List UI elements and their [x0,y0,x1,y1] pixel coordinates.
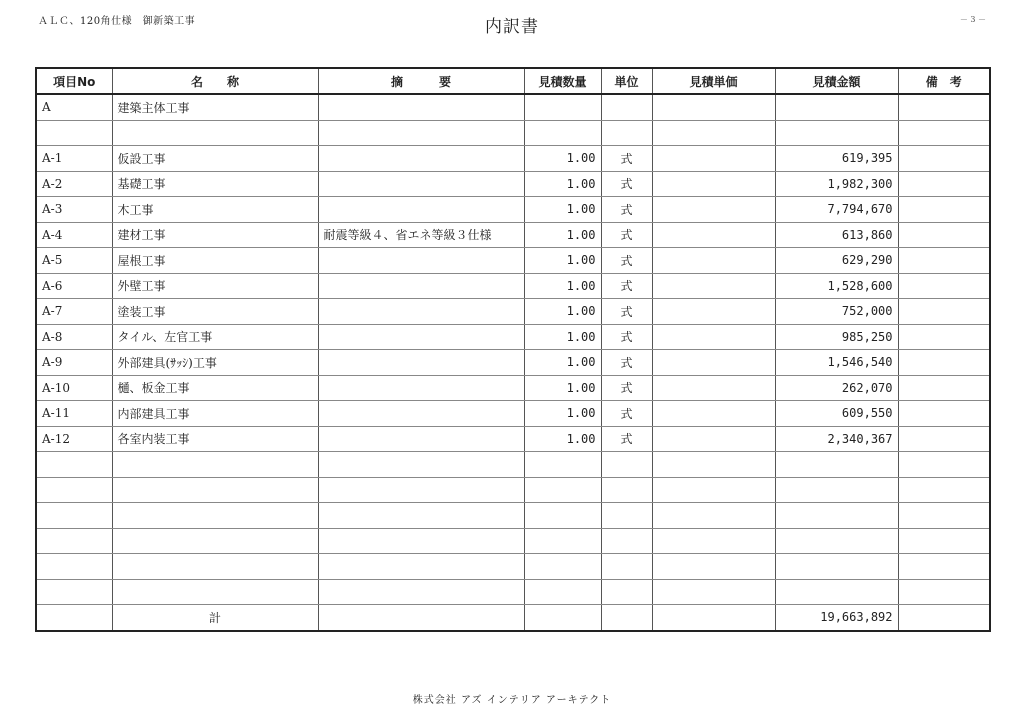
cell-qty [524,452,601,478]
cell-name: 樋、板金工事 [112,375,318,401]
cell-name [112,120,318,146]
cell-summary [318,401,524,427]
cell-remarks [898,324,990,350]
cell-item-no: A-10 [36,375,112,401]
cell-item-no: A-7 [36,299,112,325]
cell-amount: 985,250 [775,324,898,350]
cell-remarks [898,401,990,427]
cell-qty: 1.00 [524,222,601,248]
col-header-item-no: 項目No [36,68,112,94]
cell-name: 外壁工事 [112,273,318,299]
cell-unit-price [652,503,775,529]
table-row [36,248,990,274]
cell-item-no: A-12 [36,426,112,452]
cell-qty [524,477,601,503]
cell-unit: 式 [601,222,652,248]
cell-item-no: A-6 [36,273,112,299]
cell-remarks [898,248,990,274]
table-row [36,273,990,299]
total-amount: 19,663,892 [775,605,898,631]
cell-remarks [898,503,990,529]
cell-qty [524,579,601,605]
cell-summary [318,452,524,478]
cell-remarks [898,528,990,554]
page-number: － 3 － [959,15,986,24]
cell-summary [318,171,524,197]
cell-amount: 613,860 [775,222,898,248]
table-row [36,222,990,248]
cell-amount: 1,546,540 [775,350,898,376]
total-label: 計 [112,605,318,631]
table-row [36,503,990,529]
cell-remarks [898,171,990,197]
cell-unit-price [652,350,775,376]
cell-amount [775,120,898,146]
cell-name: 外部建具(ｻｯｼ)工事 [112,350,318,376]
cell-name [112,528,318,554]
cell-summary [318,146,524,172]
cell-item-no [36,554,112,580]
cell-summary: 耐震等級４、省エネ等級３仕様 [318,222,524,248]
cell-unit [601,477,652,503]
table-row [36,94,990,120]
cell-unit-price [652,452,775,478]
cell-item-no: A-1 [36,146,112,172]
cell-remarks [898,579,990,605]
total-cell-no [36,605,112,631]
cell-item-no: A-3 [36,197,112,223]
cell-name: 内部建具工事 [112,401,318,427]
cell-unit-price [652,197,775,223]
company-name: 株式会社 アズ インテリア アーキテクト [412,695,612,706]
cell-amount: 2,340,367 [775,426,898,452]
cell-unit: 式 [601,146,652,172]
cell-unit: 式 [601,197,652,223]
cell-remarks [898,94,990,120]
cell-summary [318,375,524,401]
col-header-remarks: 備 考 [898,68,990,94]
table-row [36,477,990,503]
cell-qty [524,120,601,146]
cell-unit: 式 [601,375,652,401]
cell-summary [318,197,524,223]
cell-name: 各室内装工事 [112,426,318,452]
col-header-qty: 見積数量 [524,68,601,94]
total-cell-unit [601,605,652,631]
cell-remarks [898,452,990,478]
cell-unit [601,452,652,478]
cell-amount: 1,982,300 [775,171,898,197]
cell-summary [318,248,524,274]
total-cell-unit-price [652,605,775,631]
cell-name [112,554,318,580]
cell-unit-price [652,146,775,172]
project-name: ＡＬＣ、120角仕様 御新築工事 [38,16,196,27]
cell-name: 建材工事 [112,222,318,248]
cell-item-no: A-4 [36,222,112,248]
cell-amount: 619,395 [775,146,898,172]
cell-item-no [36,503,112,529]
cell-item-no [36,528,112,554]
table-row [36,528,990,554]
cell-unit-price [652,273,775,299]
cell-unit-price [652,401,775,427]
cell-qty: 1.00 [524,197,601,223]
cell-remarks [898,146,990,172]
cell-item-no [36,477,112,503]
cell-qty: 1.00 [524,375,601,401]
cell-summary [318,528,524,554]
cell-unit [601,503,652,529]
cell-amount: 7,794,670 [775,197,898,223]
col-header-unit-price: 見積単価 [652,68,775,94]
cell-item-no [36,452,112,478]
cell-remarks [898,197,990,223]
cell-remarks [898,222,990,248]
cell-remarks [898,350,990,376]
cell-name: タイル、左官工事 [112,324,318,350]
cell-amount [775,554,898,580]
cell-amount: 1,528,600 [775,273,898,299]
cell-amount: 752,000 [775,299,898,325]
cell-summary [318,477,524,503]
cell-item-no: A-5 [36,248,112,274]
cell-qty: 1.00 [524,146,601,172]
cell-amount [775,94,898,120]
breakdown-table [35,67,991,632]
cell-summary [318,579,524,605]
cell-name: 木工事 [112,197,318,223]
cell-unit [601,94,652,120]
cell-unit [601,554,652,580]
cell-amount [775,452,898,478]
page-title: 内訳書 [485,17,539,37]
cell-qty: 1.00 [524,248,601,274]
cell-amount: 609,550 [775,401,898,427]
cell-amount [775,528,898,554]
cell-unit: 式 [601,248,652,274]
cell-amount [775,579,898,605]
table-row [36,401,990,427]
cell-remarks [898,273,990,299]
cell-unit-price [652,554,775,580]
table-row [36,375,990,401]
cell-qty [524,503,601,529]
cell-summary [318,426,524,452]
cell-name [112,503,318,529]
cell-qty: 1.00 [524,426,601,452]
cell-item-no: A-2 [36,171,112,197]
cell-unit-price [652,477,775,503]
table-row [36,324,990,350]
cell-remarks [898,120,990,146]
table-row [36,554,990,580]
cell-name: 屋根工事 [112,248,318,274]
cell-item-no [36,579,112,605]
cell-remarks [898,375,990,401]
table-body [36,94,990,605]
cell-unit-price [652,94,775,120]
table-row [36,197,990,223]
table-row [36,171,990,197]
cell-unit [601,579,652,605]
cell-remarks [898,554,990,580]
table-row [36,299,990,325]
cell-qty [524,554,601,580]
table-row [36,452,990,478]
cell-unit-price [652,248,775,274]
cell-unit [601,528,652,554]
cell-qty: 1.00 [524,273,601,299]
cell-remarks [898,477,990,503]
cell-unit: 式 [601,324,652,350]
cell-unit [601,120,652,146]
table-row [36,350,990,376]
total-row [36,605,990,631]
cell-unit-price [652,579,775,605]
cell-unit-price [652,299,775,325]
cell-summary [318,324,524,350]
cell-remarks [898,426,990,452]
cell-unit-price [652,171,775,197]
table-row [36,120,990,146]
cell-qty [524,528,601,554]
cell-unit: 式 [601,299,652,325]
cell-unit-price [652,426,775,452]
col-header-summary: 摘 要 [318,68,524,94]
cell-remarks [898,299,990,325]
cell-qty: 1.00 [524,171,601,197]
cell-name: 仮設工事 [112,146,318,172]
cell-unit: 式 [601,426,652,452]
cell-amount [775,503,898,529]
table-row [36,146,990,172]
cell-summary [318,299,524,325]
cell-name [112,579,318,605]
cell-summary [318,503,524,529]
cell-summary [318,350,524,376]
cell-name: 建築主体工事 [112,94,318,120]
cell-name: 基礎工事 [112,171,318,197]
cell-qty: 1.00 [524,401,601,427]
cell-name [112,477,318,503]
cell-summary [318,120,524,146]
cell-item-no: A-11 [36,401,112,427]
cell-amount: 262,070 [775,375,898,401]
cell-unit-price [652,222,775,248]
cell-item-no: A-9 [36,350,112,376]
total-cell-summary [318,605,524,631]
cell-qty: 1.00 [524,324,601,350]
cell-amount: 629,290 [775,248,898,274]
cell-unit-price [652,528,775,554]
cell-summary [318,273,524,299]
col-header-name: 名 称 [112,68,318,94]
cell-qty: 1.00 [524,299,601,325]
cell-item-no [36,120,112,146]
cell-unit-price [652,120,775,146]
cell-unit: 式 [601,273,652,299]
col-header-amount: 見積金額 [775,68,898,94]
table-header-row [36,68,990,94]
cell-unit: 式 [601,401,652,427]
cell-unit-price [652,375,775,401]
cell-qty: 1.00 [524,350,601,376]
cell-item-no: A-8 [36,324,112,350]
cell-name: 塗装工事 [112,299,318,325]
col-header-unit: 単位 [601,68,652,94]
cell-name [112,452,318,478]
cell-item-no: A [36,94,112,120]
cell-summary [318,94,524,120]
table-row [36,426,990,452]
total-cell-remarks [898,605,990,631]
table-row [36,579,990,605]
total-cell-qty [524,605,601,631]
cell-amount [775,477,898,503]
cell-unit-price [652,324,775,350]
cell-unit: 式 [601,350,652,376]
cell-summary [318,554,524,580]
cell-qty [524,94,601,120]
cell-unit: 式 [601,171,652,197]
